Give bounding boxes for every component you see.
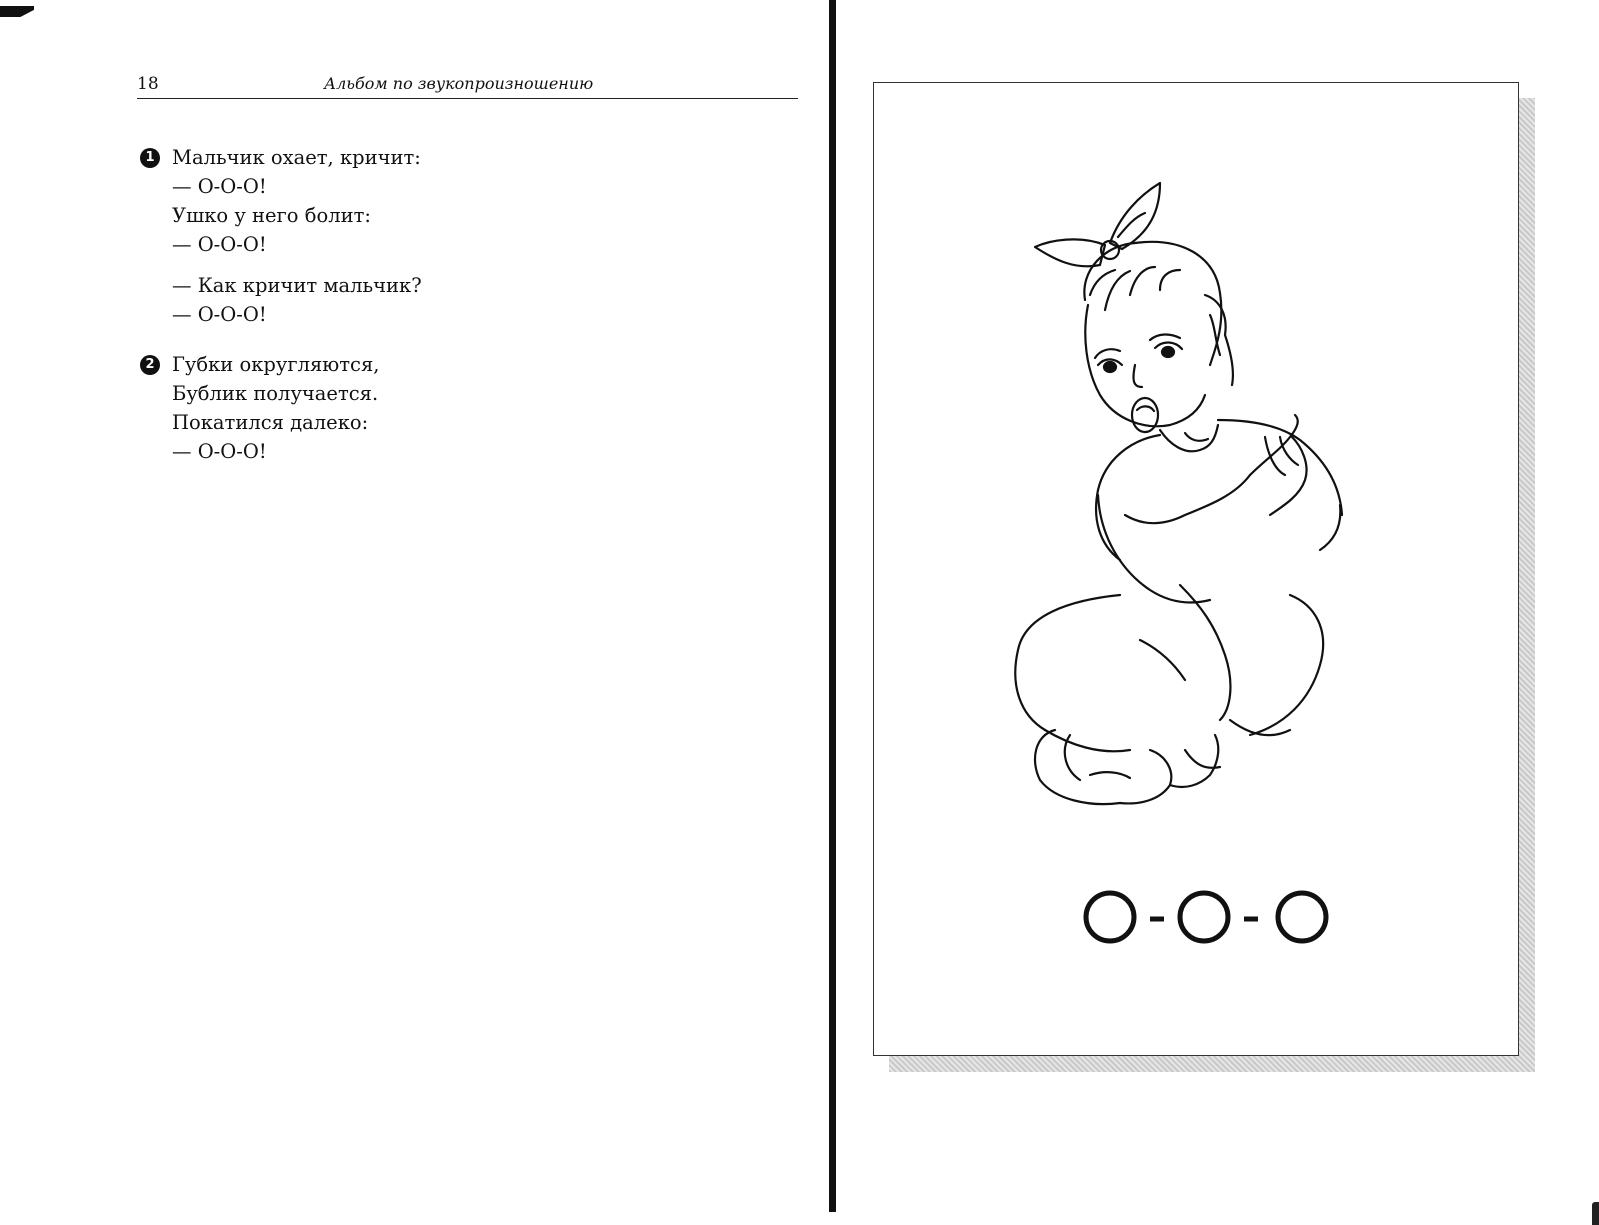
verse-line: Покатился далеко: bbox=[172, 411, 369, 434]
sound-caption bbox=[1082, 882, 1342, 952]
exercise-number-badge: 1 bbox=[140, 148, 160, 168]
letter-o bbox=[1086, 893, 1134, 941]
exercise-2 bbox=[140, 350, 379, 466]
scan-edge-mark bbox=[1592, 1202, 1599, 1225]
exercise-line bbox=[140, 143, 422, 172]
letter-o bbox=[1180, 893, 1228, 941]
exercise-number-badge: 2 bbox=[140, 355, 160, 375]
scan-corner-mark bbox=[0, 6, 34, 17]
running-title: Альбом по звукопроизношению bbox=[324, 74, 594, 93]
book-spine bbox=[829, 0, 836, 1212]
verse-line: — О-О-О! bbox=[172, 175, 267, 198]
exercise-line bbox=[140, 350, 379, 379]
verse-line: — О-О-О! bbox=[172, 233, 267, 256]
page-number: 18 bbox=[137, 74, 159, 94]
verse-line: Мальчик охает, кричит: bbox=[172, 146, 421, 169]
verse-line: Губки округляются, bbox=[172, 353, 380, 376]
dialogue-answer: — О-О-О! bbox=[172, 303, 267, 326]
verse-line: Бублик получается. bbox=[172, 382, 379, 405]
verse-line: — О-О-О! bbox=[172, 440, 267, 463]
child-holding-ear-icon bbox=[1010, 175, 1390, 850]
letter-o bbox=[1278, 893, 1326, 941]
exercise-1 bbox=[140, 143, 422, 329]
verse-line: Ушко у него болит: bbox=[172, 204, 371, 227]
running-head bbox=[137, 72, 798, 99]
dialogue-question: — Как кричит мальчик? bbox=[172, 274, 422, 297]
